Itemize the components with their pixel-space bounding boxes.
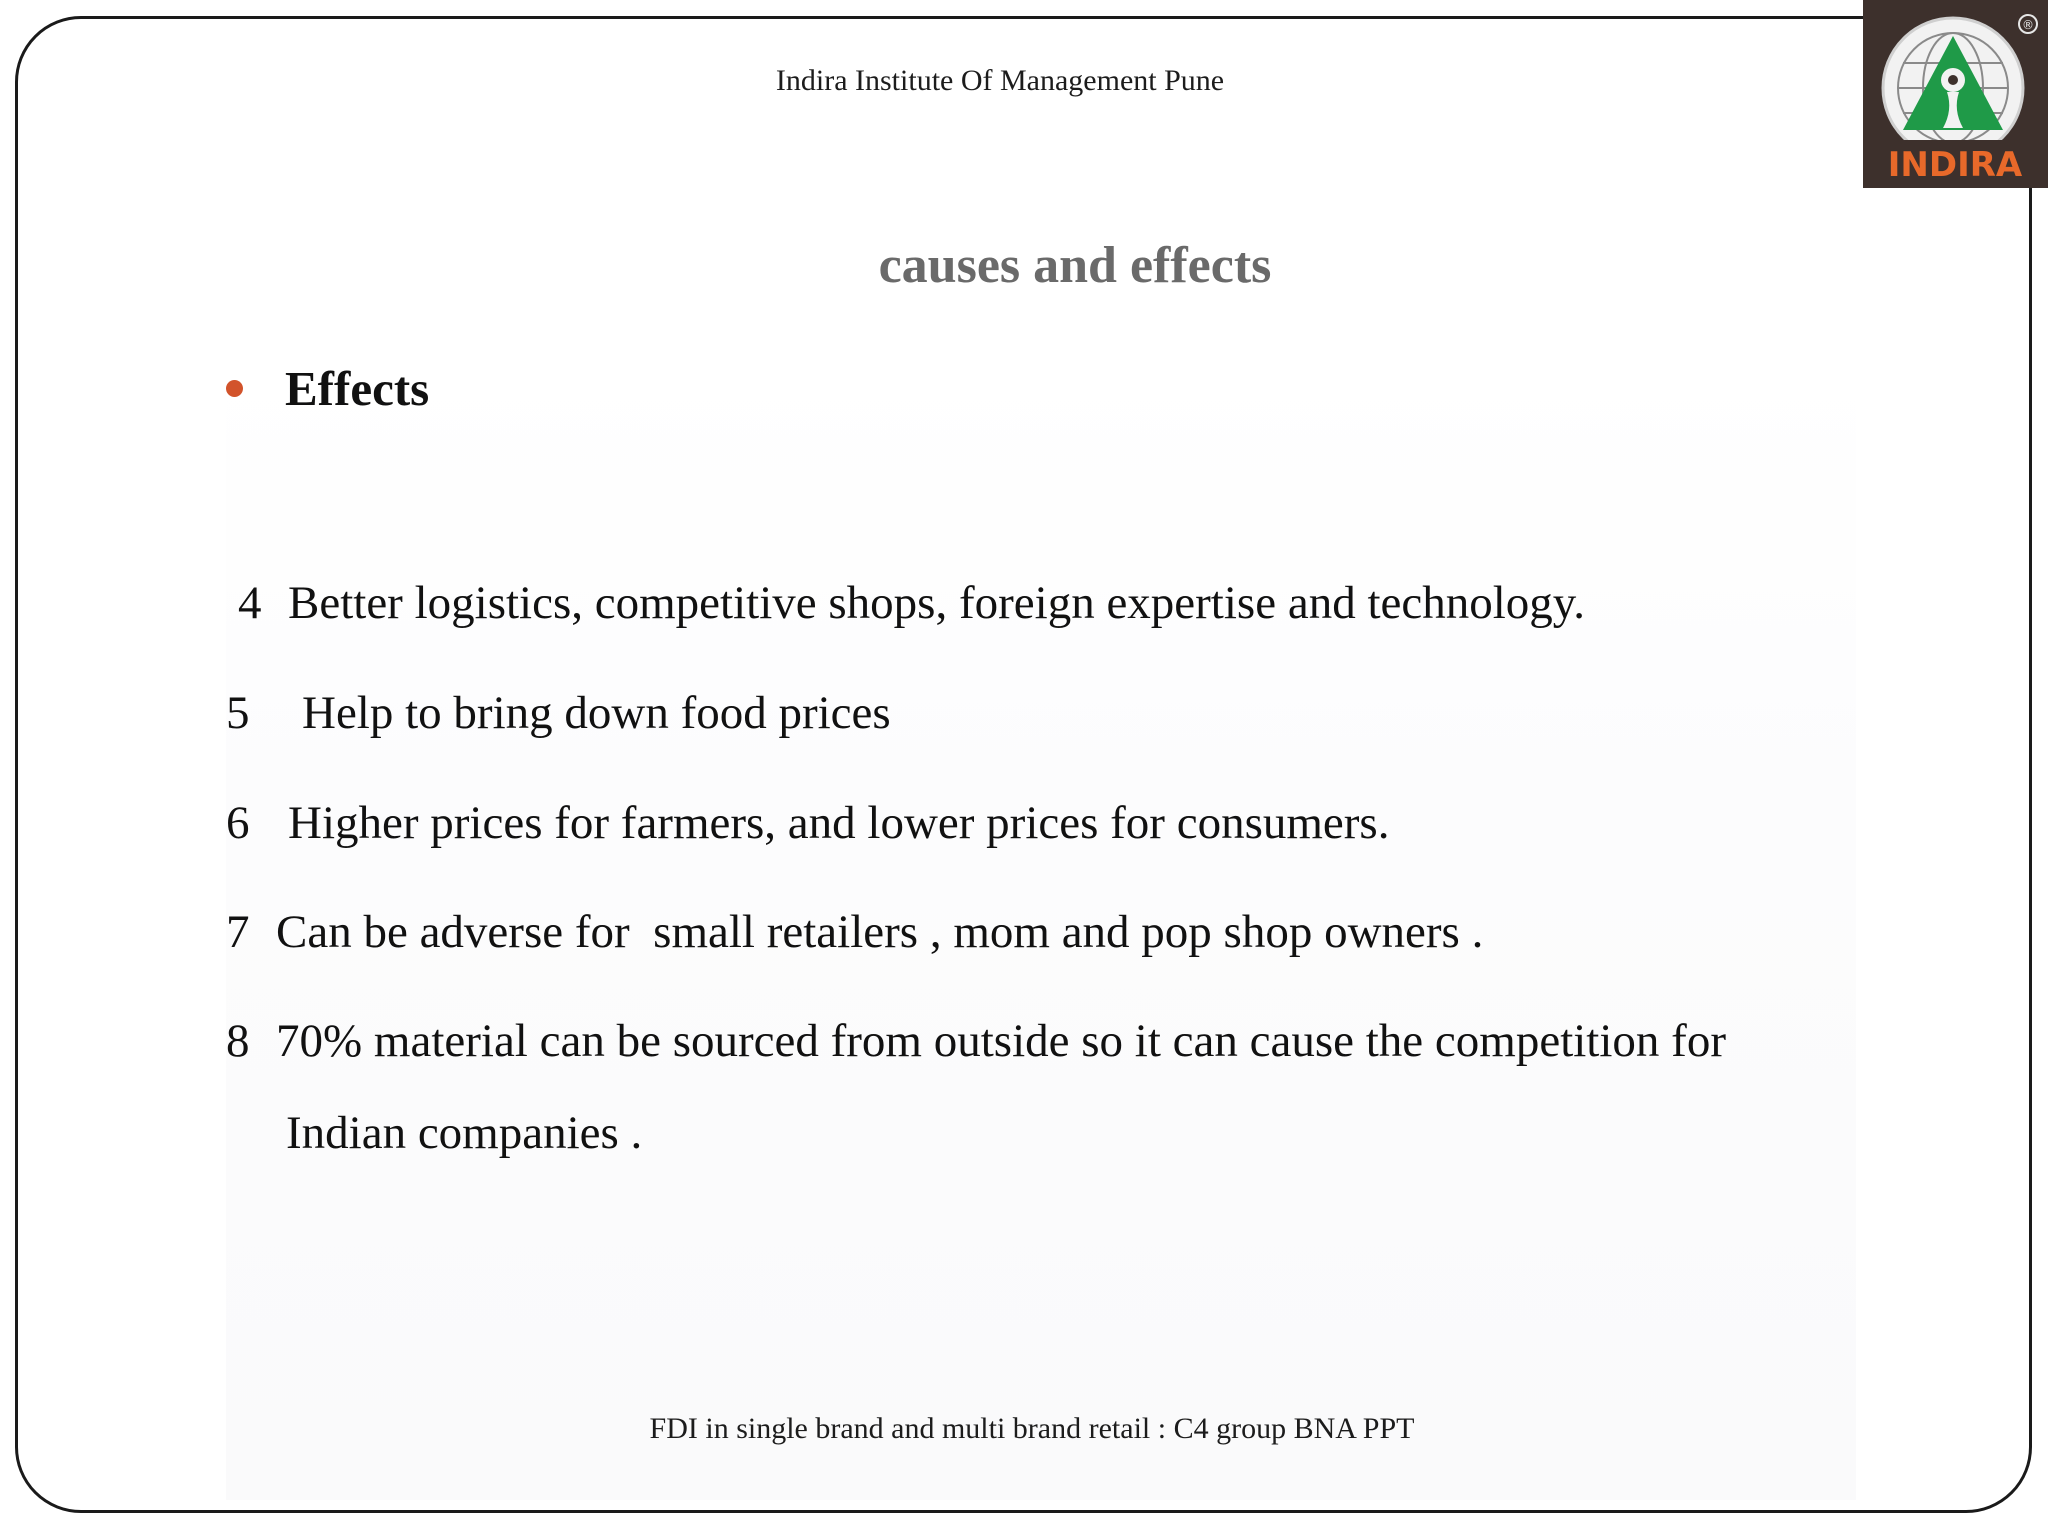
registered-mark: ® — [2022, 18, 2034, 32]
item-number: 5 — [226, 687, 250, 739]
bullet-icon — [226, 380, 243, 397]
bullet-heading — [226, 358, 429, 418]
item-number: 8 — [226, 1015, 250, 1067]
footer-text: FDI in single brand and multi brand retail : C4 group BNA PPT — [649, 1412, 1415, 1445]
list-item — [226, 796, 1389, 850]
item-number: 6 — [226, 797, 250, 849]
list-item — [226, 1014, 1726, 1068]
item-text: Can be adverse for small retailers , mom and pop shop owners . — [276, 906, 1484, 958]
list-item — [226, 905, 1483, 959]
list-item — [226, 686, 891, 740]
slide-title: causes and effects — [878, 237, 1272, 294]
institute-header: Indira Institute Of Management Pune — [775, 64, 1225, 97]
list-item — [238, 576, 1585, 630]
indira-logo-icon — [1863, 0, 2048, 188]
item-text: Help to bring down food prices — [302, 687, 891, 739]
item-number: 7 — [226, 906, 250, 958]
bullet-text: Effects — [285, 360, 430, 416]
list-item-continuation: Indian companies . — [286, 1107, 643, 1159]
logo-text: INDIRA — [1887, 145, 2023, 185]
item-number: 4 — [238, 577, 262, 629]
item-text: Higher prices for farmers, and lower prices for consumers. — [288, 797, 1390, 849]
item-text: 70% material can be sourced from outside so it can cause the competition for — [276, 1015, 1726, 1067]
item-text: Better logistics, competitive shops, foreign expertise and technology. — [288, 577, 1585, 629]
